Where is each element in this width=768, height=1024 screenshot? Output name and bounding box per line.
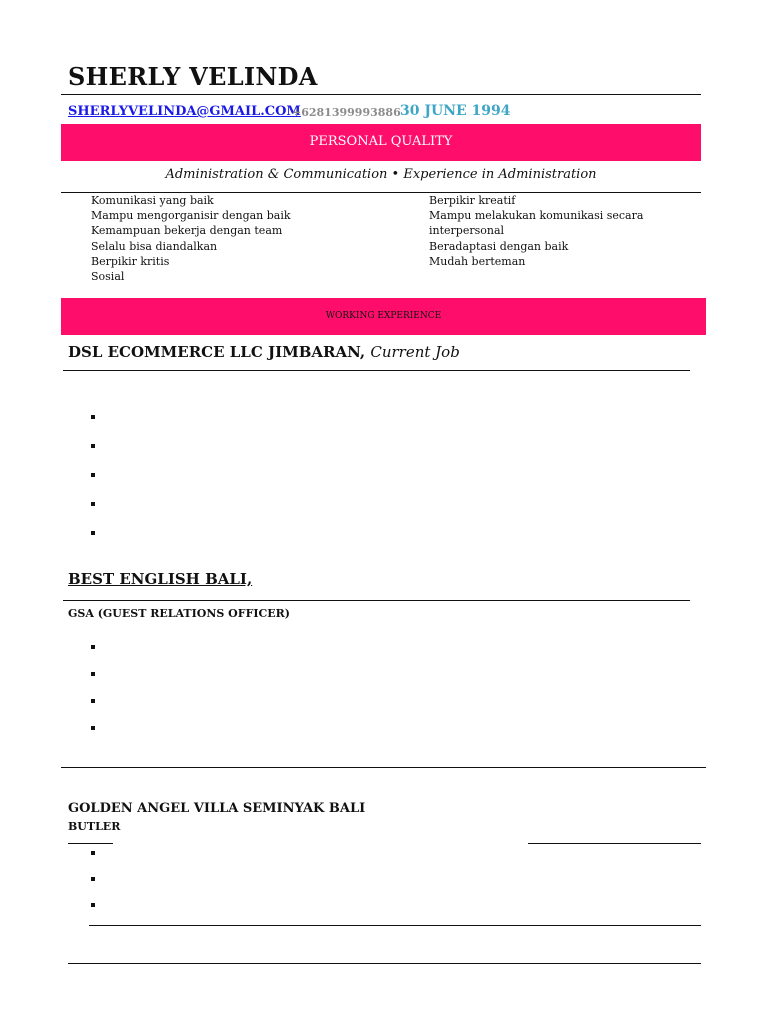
resume-name: SHERLY VELINDA xyxy=(68,62,318,91)
list-item: Sosial xyxy=(91,270,125,284)
list-item: Kemampuan bekerja dengan team xyxy=(91,224,283,238)
bullet-icon xyxy=(91,531,95,535)
header-divider xyxy=(61,94,701,95)
personal-quality-heading: PERSONAL QUALITY xyxy=(61,124,701,161)
bullet-icon xyxy=(91,672,95,676)
job3-divider-right xyxy=(528,843,701,844)
bullet-icon xyxy=(91,645,95,649)
job3-bottom-divider xyxy=(89,925,701,926)
list-item: Beradaptasi dengan baik xyxy=(429,239,569,253)
bullet-icon xyxy=(91,877,95,881)
working-experience-heading: WORKING EXPERIENCE xyxy=(61,298,706,335)
list-item: Berpikir kritis xyxy=(91,254,170,268)
bullet-icon xyxy=(91,903,95,907)
bullet-icon xyxy=(91,851,95,855)
job3-divider-left xyxy=(68,843,113,844)
list-item: Mampu mengorganisir dengan baik xyxy=(91,209,291,223)
email-link[interactable]: SHERLYVELINDA@GMAIL.COM xyxy=(68,104,301,119)
page-bottom-divider xyxy=(68,963,701,964)
job-title-dsl xyxy=(68,343,460,361)
job-title-best-english: BEST ENGLISH BALI, xyxy=(68,570,253,588)
job-role: GSA (GUEST RELATIONS OFFICER) xyxy=(68,607,291,620)
list-item: Mampu melakukan komunikasi secara xyxy=(429,209,644,223)
bullet-icon xyxy=(91,502,95,506)
job-role: BUTLER xyxy=(68,820,121,833)
quality-list-left xyxy=(91,193,411,284)
section-divider xyxy=(61,767,706,768)
job-status: Current Job xyxy=(370,343,460,361)
bullet-icon xyxy=(91,699,95,703)
birth-date: 30 JUNE 1994 xyxy=(400,103,511,119)
list-item: Selalu bisa diandalkan xyxy=(91,239,218,253)
list-item: Mudah berteman xyxy=(429,254,526,268)
list-item: Berpikir kreatif xyxy=(429,194,516,207)
bullet-icon xyxy=(91,473,95,477)
bullet-icon xyxy=(91,444,95,448)
job2-divider xyxy=(63,600,690,601)
list-item: Komunikasi yang baik xyxy=(91,194,214,207)
phone-number: +6281399993886 xyxy=(292,106,401,119)
company-name: DSL ECOMMERCE LLC JIMBARAN, xyxy=(68,343,366,361)
bullet-icon xyxy=(91,415,95,419)
job1-divider xyxy=(63,370,690,371)
quality-list-right xyxy=(429,193,669,269)
list-item: interpersonal xyxy=(429,224,505,238)
job-title-golden-angel: GOLDEN ANGEL VILLA SEMINYAK BALI xyxy=(68,801,366,816)
profile-summary: Administration & Communication • Experience in Administration xyxy=(165,167,597,182)
bullet-icon xyxy=(91,726,95,730)
